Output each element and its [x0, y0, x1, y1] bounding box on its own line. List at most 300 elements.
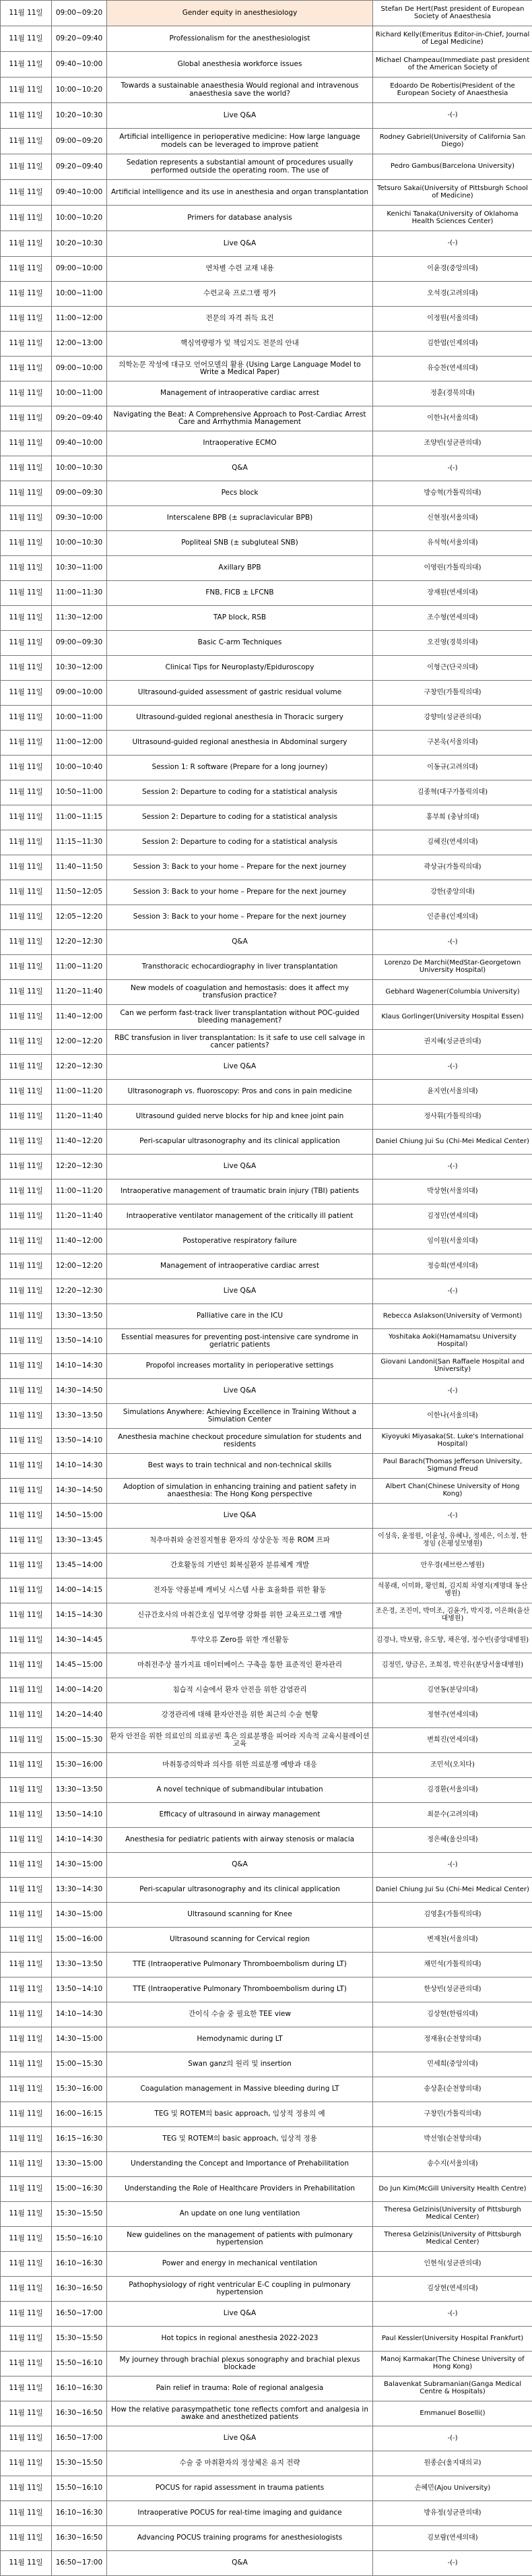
session-speaker: 김혜진(연세의대)	[373, 830, 532, 855]
session-title: Anesthesia for pediatric patients with airway stenosis or malacia	[107, 1828, 373, 1853]
session-speaker: 정승희(연세의대)	[373, 1254, 532, 1279]
session-time: 16:10~16:30	[52, 2252, 107, 2277]
session-date: 11월 11일	[1, 1404, 52, 1429]
session-speaker: 김상현(연세의대)	[373, 2277, 532, 2302]
session-date: 11월 11일	[1, 1828, 52, 1853]
table-row	[1, 1554, 532, 1578]
table-row	[1, 1030, 532, 1055]
table-row	[1, 556, 532, 581]
session-time: 14:00~14:15	[52, 1578, 107, 1603]
session-date: 11월 11일	[1, 1055, 52, 1080]
session-date: 11월 11일	[1, 1953, 52, 1977]
session-title: Anesthesia machine checkout procedure simulation for students and residents	[107, 1429, 373, 1454]
table-row	[1, 656, 532, 681]
session-title: Session 2: Departure to coding for a statistical analysis	[107, 805, 373, 830]
session-time: 10:00~10:40	[52, 756, 107, 780]
session-title: Live Q&A	[107, 231, 373, 257]
session-date: 11월 11일	[1, 1678, 52, 1703]
session-speaker: -(-)	[373, 1379, 532, 1404]
session-speaker: -(-)	[373, 1155, 532, 1179]
session-date: 11월 11일	[1, 1254, 52, 1279]
session-speaker: Manoj Karmakar(The Chinese University of Hong Kong)	[373, 2352, 532, 2376]
session-title: 의학논문 작성에 대규모 언어모델의 활용 (Using Large Language Model to Write a Medical Paper)	[107, 357, 373, 381]
session-speaker: 구본욱(서울의대)	[373, 731, 532, 756]
table-row	[1, 1080, 532, 1105]
session-date: 11월 11일	[1, 2027, 52, 2052]
session-time: 14:50~15:00	[52, 1504, 107, 1529]
session-speaker: 오석경(고려의대)	[373, 282, 532, 307]
table-row	[1, 581, 532, 606]
session-title: Session 2: Departure to coding for a statistical analysis	[107, 830, 373, 855]
table-row	[1, 980, 532, 1005]
session-time: 16:50~17:00	[52, 2426, 107, 2451]
session-speaker: 김상현(한림의대)	[373, 2002, 532, 2027]
session-time: 11:00~11:30	[52, 581, 107, 606]
table-row	[1, 206, 532, 231]
session-date: 11월 11일	[1, 129, 52, 154]
session-time: 14:10~14:30	[52, 2002, 107, 2027]
session-time: 13:45~14:00	[52, 1554, 107, 1578]
table-row	[1, 1853, 532, 1878]
session-date: 11월 11일	[1, 1529, 52, 1554]
table-row	[1, 1803, 532, 1828]
session-time: 12:20~12:30	[52, 1055, 107, 1080]
session-date: 11월 11일	[1, 1005, 52, 1030]
session-title: Session 3: Back to your home – Prepare for the next journey	[107, 855, 373, 880]
session-speaker: 정은혜(울산의대)	[373, 1828, 532, 1853]
session-title: 간이식 수술 중 필요한 TEE view	[107, 2002, 373, 2027]
session-date: 11월 11일	[1, 955, 52, 980]
session-title: Towards a sustainable anaesthesia Would regional and intravenous anaesthesia save the world?	[107, 78, 373, 103]
session-speaker: Richard Kelly(Emeritus Editor-in-Chief, Journal of Legal Medicine)	[373, 26, 532, 52]
table-row	[1, 855, 532, 880]
session-date: 11월 11일	[1, 2451, 52, 2476]
session-speaker: 박상현(서울의대)	[373, 1179, 532, 1204]
table-row	[1, 1, 532, 26]
table-row	[1, 2526, 532, 2551]
session-speaker: -(-)	[373, 231, 532, 257]
table-row	[1, 1903, 532, 1928]
session-speaker: 박선영(순천향의대)	[373, 2127, 532, 2152]
session-date: 11월 11일	[1, 780, 52, 805]
table-row	[1, 2152, 532, 2177]
session-speaker: 유석혁(서울의대)	[373, 531, 532, 556]
session-speaker: 조은경, 조진미, 박미조, 김윤가, 박지경, 이은화(을산대병원)	[373, 1603, 532, 1628]
session-date: 11월 11일	[1, 1628, 52, 1653]
table-row	[1, 1130, 532, 1155]
session-date: 11월 11일	[1, 1504, 52, 1529]
session-title: Sedation represents a substantial amount of procedures usually performed outside the operating room. The use of	[107, 154, 373, 180]
session-time: 09:30~10:00	[52, 506, 107, 531]
session-time: 13:50~14:10	[52, 1429, 107, 1454]
session-title: Adoption of simulation in enhancing training and patient safety in anaesthesia: The Hong Kong perspective	[107, 1479, 373, 1504]
session-title: Pathophysiology of right ventricular E-C coupling in pulmonary hypertension	[107, 2277, 373, 2302]
session-time: 15:50~16:10	[52, 2352, 107, 2376]
session-speaker: 이한나(서울의대)	[373, 406, 532, 431]
session-date: 11월 11일	[1, 406, 52, 431]
session-speaker: 김정민, 양금은, 조희경, 박진유(분당서울대병원)	[373, 1653, 532, 1678]
session-title: New guidelines on the management of patients with pulmonary hypertension	[107, 2227, 373, 2252]
session-date: 11월 11일	[1, 1554, 52, 1578]
table-row	[1, 332, 532, 357]
session-time: 14:45~15:00	[52, 1653, 107, 1678]
table-row	[1, 103, 532, 129]
session-title: TAP block, RSB	[107, 606, 373, 631]
session-date: 11월 11일	[1, 2376, 52, 2401]
session-speaker: 권지혜(성균관의대)	[373, 1030, 532, 1055]
session-time: 12:20~12:30	[52, 1155, 107, 1179]
session-time: 10:00~10:30	[52, 531, 107, 556]
session-title: Palliative care in the ICU	[107, 1304, 373, 1329]
session-speaker: -(-)	[373, 1853, 532, 1878]
session-title: 간호활동의 기반인 회복실환자 분류체계 개발	[107, 1554, 373, 1578]
session-speaker: Daniel Chiung Jui Su (Chi-Mei Medical Center)	[373, 1878, 532, 1903]
session-time: 16:30~16:50	[52, 2277, 107, 2302]
table-row	[1, 481, 532, 506]
table-row	[1, 506, 532, 531]
session-time: 10:00~11:00	[52, 282, 107, 307]
table-row	[1, 1454, 532, 1479]
session-time: 14:10~14:30	[52, 1354, 107, 1379]
session-speaker: 김종혁(대구가톨릭의대)	[373, 780, 532, 805]
session-speaker: 변희진(연세의대)	[373, 1728, 532, 1753]
session-time: 14:30~15:00	[52, 1853, 107, 1878]
table-row	[1, 905, 532, 930]
session-time: 15:50~16:10	[52, 2476, 107, 2501]
session-speaker: 홍부희 (충남의대)	[373, 805, 532, 830]
session-speaker: 민세희(중앙의대)	[373, 2052, 532, 2077]
session-title: Postoperative respiratory failure	[107, 1229, 373, 1254]
table-row	[1, 1928, 532, 1953]
session-time: 11:00~11:20	[52, 955, 107, 980]
session-time: 14:30~14:50	[52, 1479, 107, 1504]
session-title: Live Q&A	[107, 1379, 373, 1404]
table-row	[1, 180, 532, 206]
session-date: 11월 11일	[1, 2476, 52, 2501]
session-title: Basic C-arm Techniques	[107, 631, 373, 656]
session-date: 11월 11일	[1, 1229, 52, 1254]
table-row	[1, 1304, 532, 1329]
session-speaker: 김연동(분당의대)	[373, 1678, 532, 1703]
table-row	[1, 2102, 532, 2127]
table-row	[1, 531, 532, 556]
session-speaker: 원종순(울지대의교)	[373, 2451, 532, 2476]
session-title: Ultrasonograph vs. fluoroscopy: Pros and cons in pain medicine	[107, 1080, 373, 1105]
session-time: 11:00~11:20	[52, 1080, 107, 1105]
session-date: 11월 11일	[1, 930, 52, 955]
session-date: 11월 11일	[1, 531, 52, 556]
table-row	[1, 78, 532, 103]
session-time: 12:00~12:20	[52, 1030, 107, 1055]
session-speaker: 이윤경(중앙의대)	[373, 257, 532, 282]
session-title: Session 1: R software (Prepare for a long journey)	[107, 756, 373, 780]
session-title: Peri-scapular ultrasonography and its clinical application	[107, 1878, 373, 1903]
session-time: 13:50~14:10	[52, 1803, 107, 1828]
table-row	[1, 1404, 532, 1429]
table-row	[1, 357, 532, 381]
session-time: 16:30~16:50	[52, 2401, 107, 2426]
session-title: Understanding the Role of Healthcare Providers in Prehabilitation	[107, 2177, 373, 2202]
table-row	[1, 2277, 532, 2302]
table-row	[1, 26, 532, 52]
session-speaker: Lorenzo De Marchi(MedStar-Georgetown University Hospital)	[373, 955, 532, 980]
session-speaker: Daniel Chiung Jui Su (Chi-Mei Medical Center)	[373, 1130, 532, 1155]
session-date: 11월 11일	[1, 2252, 52, 2277]
table-row	[1, 154, 532, 180]
session-date: 11월 11일	[1, 1928, 52, 1953]
table-row	[1, 2451, 532, 2476]
table-row	[1, 706, 532, 731]
session-speaker: 방승혁(가톨릭의대)	[373, 481, 532, 506]
table-row	[1, 1179, 532, 1204]
table-row	[1, 1653, 532, 1678]
session-date: 11월 11일	[1, 180, 52, 206]
session-speaker: Tetsuro Sakai(University of Pittsburgh School of Medicine)	[373, 180, 532, 206]
session-title: Axillary BPB	[107, 556, 373, 581]
session-title: 전문의 자격 취득 요건	[107, 307, 373, 332]
session-speaker: 김경나, 박보람, 유도향, 채은영, 정수빈(중앙대병원)	[373, 1628, 532, 1653]
session-date: 11월 11일	[1, 855, 52, 880]
session-title: Ultrasound scanning for Cervical region	[107, 1928, 373, 1953]
session-title: TTE (Intraoperative Pulmonary Thromboembolism during LT)	[107, 1977, 373, 2002]
session-speaker: 이성욱, 윤정원, 이윤성, 유혜나, 정세은, 이소정, 한정임 (은평성모병원)	[373, 1529, 532, 1554]
session-date: 11월 11일	[1, 1179, 52, 1204]
session-title: RBC transfusion in liver transplantation: Is it safe to use cell salvage in cancer patients?	[107, 1030, 373, 1055]
session-speaker: 김경환(서울의대)	[373, 1778, 532, 1803]
session-date: 11월 11일	[1, 332, 52, 357]
session-time: 12:20~12:30	[52, 1279, 107, 1304]
session-speaker: -(-)	[373, 2302, 532, 2327]
session-time: 13:30~15:00	[52, 2152, 107, 2177]
session-date: 11월 11일	[1, 1, 52, 26]
session-date: 11월 11일	[1, 1878, 52, 1903]
table-row	[1, 2551, 532, 2576]
table-row	[1, 1055, 532, 1080]
session-time: 09:00~09:30	[52, 481, 107, 506]
session-date: 11월 11일	[1, 2352, 52, 2376]
session-date: 11월 11일	[1, 1155, 52, 1179]
session-speaker: 정재용(순천향의대)	[373, 2027, 532, 2052]
session-date: 11월 11일	[1, 357, 52, 381]
session-date: 11월 11일	[1, 1703, 52, 1728]
session-date: 11월 11일	[1, 1903, 52, 1928]
session-date: 11월 11일	[1, 78, 52, 103]
table-row	[1, 431, 532, 456]
session-time: 15:30~16:00	[52, 2077, 107, 2102]
session-time: 12:00~13:00	[52, 332, 107, 357]
session-title: Artificial intelligence and its use in anesthesia and organ transplantation	[107, 180, 373, 206]
session-date: 11월 11일	[1, 631, 52, 656]
session-time: 13:30~14:30	[52, 1878, 107, 1903]
table-row	[1, 2302, 532, 2327]
session-date: 11월 11일	[1, 1653, 52, 1678]
session-time: 14:30~14:45	[52, 1628, 107, 1653]
session-title: Understanding the Concept and Importance of Prehabilitation	[107, 2152, 373, 2177]
table-row	[1, 1529, 532, 1554]
session-title: Q&A	[107, 930, 373, 955]
session-time: 14:10~14:30	[52, 1828, 107, 1853]
session-title: 강경관리에 대해 환자안전을 위한 최근의 수술 현황	[107, 1703, 373, 1728]
table-row	[1, 2476, 532, 2501]
session-title: New models of coagulation and hemostasis: does it affect my transfusion practice?	[107, 980, 373, 1005]
session-time: 11:20~11:40	[52, 980, 107, 1005]
session-speaker: 임이원(서울의대)	[373, 1229, 532, 1254]
session-title: Live Q&A	[107, 1504, 373, 1529]
session-date: 11월 11일	[1, 756, 52, 780]
session-title: How the relative parasympathetic tone reflects comfort and analgesia in awake and anesthetized patients	[107, 2401, 373, 2426]
table-row	[1, 2376, 532, 2401]
session-speaker: 정사휘(가톨릭의대)	[373, 1105, 532, 1130]
session-date: 11월 11일	[1, 381, 52, 406]
table-row	[1, 1953, 532, 1977]
session-title: Q&A	[107, 456, 373, 481]
session-title: Interscalene BPB (± supraclavicular BPB)	[107, 506, 373, 531]
session-speaker: 안우경(세브란스병원)	[373, 1554, 532, 1578]
session-speaker: 방유정(성균관의대)	[373, 2501, 532, 2526]
session-time: 13:30~13:45	[52, 1529, 107, 1554]
session-date: 11월 11일	[1, 2401, 52, 2426]
session-time: 15:30~15:50	[52, 2451, 107, 2476]
session-speaker: Giovani Landoni(San Raffaele Hospital and University)	[373, 1354, 532, 1379]
session-date: 11월 11일	[1, 1105, 52, 1130]
session-title: Simulations Anywhere: Achieving Excellence in Training Without a Simulation Center	[107, 1404, 373, 1429]
session-time: 09:00~10:00	[52, 681, 107, 706]
session-speaker: Do Jun Kim(McGill University Health Centre)	[373, 2177, 532, 2202]
session-speaker: Stefan De Hert(Past president of European Society of Anaesthesia	[373, 1, 532, 26]
session-time: 13:30~13:50	[52, 1778, 107, 1803]
session-date: 11월 11일	[1, 282, 52, 307]
session-time: 14:20~14:40	[52, 1703, 107, 1728]
session-title: Artificial intelligence in perioperative medicine: How large language models can be leveraged to improve patient	[107, 129, 373, 154]
session-time: 11:40~12:20	[52, 1130, 107, 1155]
session-time: 09:00~09:20	[52, 1, 107, 26]
session-title: 전자동 약품분배 캐비닛 시스템 사용 효율화를 위한 활동	[107, 1578, 373, 1603]
session-speaker: 정훈(경북의대)	[373, 381, 532, 406]
session-date: 11월 11일	[1, 1354, 52, 1379]
session-time: 11:50~12:05	[52, 880, 107, 905]
table-row	[1, 1354, 532, 1379]
session-speaker: Michael Champeau(Immediate past president of the American Society of	[373, 52, 532, 78]
session-date: 11월 11일	[1, 2302, 52, 2327]
session-date: 11월 11일	[1, 1204, 52, 1229]
table-row	[1, 2401, 532, 2426]
session-date: 11월 11일	[1, 1454, 52, 1479]
session-title: 핵심역량평가 및 책임지도 전문의 안내	[107, 332, 373, 357]
session-title: 마취전주상 불가지표 데이터베이스 구축을 통한 표준적인 환자관리	[107, 1653, 373, 1678]
session-speaker: 구창민(가톨릭의대)	[373, 2102, 532, 2127]
session-title: Advancing POCUS training programs for anesthesiologists	[107, 2526, 373, 2551]
session-time: 09:00~09:20	[52, 129, 107, 154]
session-time: 14:00~14:20	[52, 1678, 107, 1703]
table-row	[1, 2027, 532, 2052]
session-time: 13:50~14:10	[52, 1329, 107, 1354]
session-time: 09:20~09:40	[52, 26, 107, 52]
session-speaker: Paul Kessler(University Hospital Frankfurt)	[373, 2327, 532, 2352]
session-title: An update on one lung ventilation	[107, 2202, 373, 2227]
session-time: 09:20~09:40	[52, 154, 107, 180]
table-row	[1, 1005, 532, 1030]
table-row	[1, 1379, 532, 1404]
session-title: Live Q&A	[107, 2426, 373, 2451]
table-row	[1, 1678, 532, 1703]
session-time: 14:10~14:30	[52, 1454, 107, 1479]
session-date: 11월 11일	[1, 154, 52, 180]
session-date: 11월 11일	[1, 731, 52, 756]
session-title: Navigating the Beat: A Comprehensive Approach to Post-Cardiac Arrest Care and Arrhythmia Management	[107, 406, 373, 431]
session-date: 11월 11일	[1, 206, 52, 231]
session-speaker: 이형근(단국의대)	[373, 656, 532, 681]
session-speaker: 오진영(경북의대)	[373, 631, 532, 656]
session-title: Q&A	[107, 2551, 373, 2576]
session-date: 11월 11일	[1, 1728, 52, 1753]
session-date: 11월 11일	[1, 1778, 52, 1803]
session-title: Ultrasound-guided regional anesthesia in Thoracic surgery	[107, 706, 373, 731]
session-time: 10:20~10:30	[52, 103, 107, 129]
session-time: 15:00~16:30	[52, 2177, 107, 2202]
session-speaker: -(-)	[373, 456, 532, 481]
session-date: 11월 11일	[1, 231, 52, 257]
session-time: 09:40~10:00	[52, 52, 107, 78]
session-title: Hot topics in regional anesthesia 2022-2023	[107, 2327, 373, 2352]
session-speaker: Rebecca Aslakson(University of Vermont)	[373, 1304, 532, 1329]
session-title: 수련교육 프로그램 평가	[107, 282, 373, 307]
session-time: 11:20~11:40	[52, 1105, 107, 1130]
session-title: Primers for database analysis	[107, 206, 373, 231]
session-time: 10:50~11:00	[52, 780, 107, 805]
session-speaker: Balavenkat Subramanian(Ganga Medical Centre & Hospitals)	[373, 2376, 532, 2401]
table-row	[1, 2002, 532, 2027]
session-speaker: Pedro Gambus(Barcelona University)	[373, 154, 532, 180]
table-row	[1, 282, 532, 307]
session-time: 11:20~11:40	[52, 1204, 107, 1229]
session-speaker: 윤지연(서울의대)	[373, 1080, 532, 1105]
session-time: 10:00~10:20	[52, 78, 107, 103]
session-title: 마취통증의학과 의사를 위한 의료분쟁 예방과 대응	[107, 1753, 373, 1778]
session-time: 11:30~12:00	[52, 606, 107, 631]
session-date: 11월 11일	[1, 2551, 52, 2576]
session-time: 09:20~09:40	[52, 406, 107, 431]
session-title: POCUS for rapid assessment in trauma patients	[107, 2476, 373, 2501]
session-title: Peri-scapular ultrasonography and its clinical application	[107, 1130, 373, 1155]
session-time: 15:30~16:00	[52, 1753, 107, 1778]
session-date: 11월 11일	[1, 1479, 52, 1504]
table-row	[1, 1828, 532, 1853]
session-date: 11월 11일	[1, 2277, 52, 2302]
session-time: 16:15~16:30	[52, 2127, 107, 2152]
session-title: Power and energy in mechanical ventilation	[107, 2252, 373, 2277]
session-date: 11월 11일	[1, 431, 52, 456]
session-title: Live Q&A	[107, 1055, 373, 1080]
session-speaker: 인준용(인제의대)	[373, 905, 532, 930]
session-date: 11월 11일	[1, 581, 52, 606]
session-speaker: 송상훈(순천향의대)	[373, 2077, 532, 2102]
table-row	[1, 1155, 532, 1179]
session-speaker: 손혜민(Ajou University)	[373, 2476, 532, 2501]
session-date: 11월 11일	[1, 1977, 52, 2002]
session-title: Swan ganz의 원리 및 insertion	[107, 2052, 373, 2077]
session-time: 16:10~16:30	[52, 2501, 107, 2526]
session-speaker: 신현정(서울의대)	[373, 506, 532, 531]
session-speaker: 이정원(서울의대)	[373, 307, 532, 332]
session-title: Essential measures for preventing post-intensive care syndrome in geriatric patients	[107, 1329, 373, 1354]
session-time: 15:00~15:30	[52, 1728, 107, 1753]
session-date: 11월 11일	[1, 1853, 52, 1878]
session-time: 16:50~17:00	[52, 2551, 107, 2576]
table-row	[1, 1728, 532, 1753]
session-time: 13:30~13:50	[52, 1304, 107, 1329]
session-date: 11월 11일	[1, 52, 52, 78]
table-row	[1, 681, 532, 706]
